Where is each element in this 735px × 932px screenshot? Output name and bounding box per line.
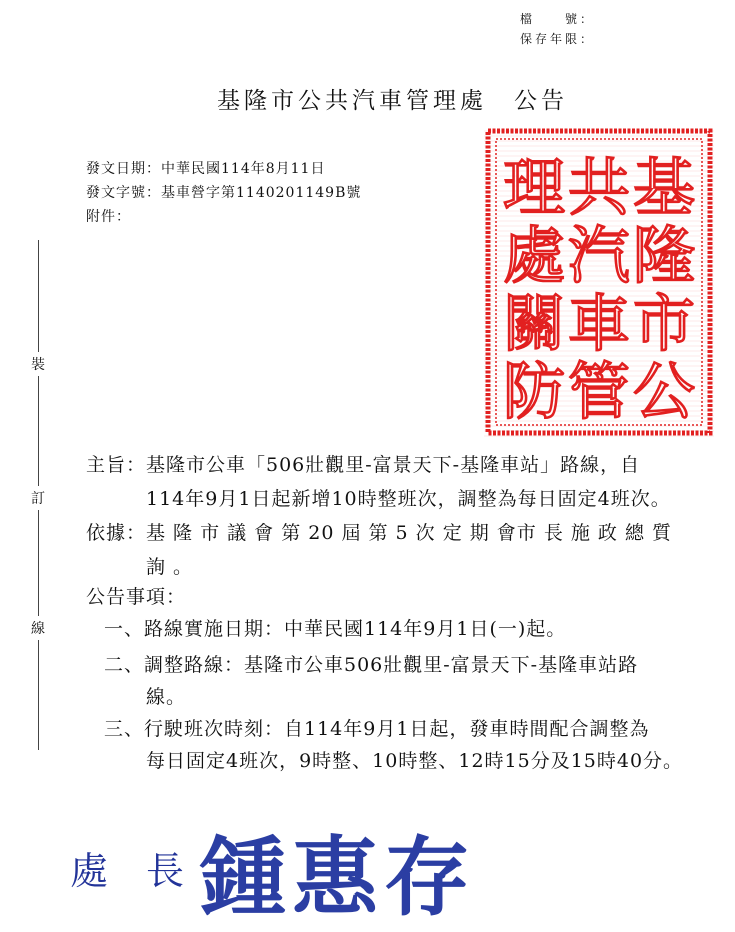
basis-line-2: 詢 。 (146, 556, 194, 578)
svg-text:管: 管 (567, 355, 631, 428)
svg-text:處: 處 (502, 219, 566, 292)
announcement-item-3-line-1: 三、行駛班次時刻：自114年9月1日起，發車時間配合調整為 (104, 718, 650, 740)
svg-text:關: 關 (502, 287, 566, 360)
svg-text:隆: 隆 (632, 219, 696, 292)
announcement-item-3-line-2: 每日固定4班次，9時整、10時整、12時15分及15時40分。 (146, 750, 684, 772)
svg-text:防: 防 (502, 355, 566, 428)
binding-char-xian: 線 (31, 616, 45, 640)
svg-text:基: 基 (632, 151, 696, 224)
file-number-label: 檔 號： (520, 12, 596, 26)
announcement-item-2-line-1: 二、調整路線：基隆市公車506壯觀里-富景天下-基隆車站路 (104, 654, 639, 676)
retention-period-label: 保存年限： (520, 32, 596, 46)
document-number: 發文字號：基車營字第1140201149B號 (86, 185, 362, 201)
svg-text:理: 理 (502, 151, 566, 224)
announcement-item-1: 一、路線實施日期：中華民國114年9月1日(一)起。 (104, 618, 567, 640)
subject-line-1: 主旨：基隆市公車「506壯觀里-富景天下-基隆車站」路線，自 (86, 454, 641, 476)
seal-graphic (484, 127, 714, 437)
svg-text:公: 公 (632, 355, 696, 428)
subject-line-2: 114年9月1日起新增10時整班次，調整為每日固定4班次。 (146, 488, 671, 510)
svg-text:市: 市 (632, 287, 696, 360)
svg-text:共: 共 (567, 151, 631, 224)
page-title: 基隆市公共汽車管理處 公告 (217, 88, 568, 114)
svg-text:車: 車 (567, 287, 631, 360)
binding-char-zhuang: 裝 (31, 352, 45, 376)
director-title: 處 長 (70, 849, 185, 893)
director-signature-name: 鍾惠存 (200, 827, 476, 928)
svg-text:汽: 汽 (567, 219, 631, 292)
issue-date: 發文日期：中華民國114年8月11日 (86, 161, 326, 177)
binding-char-ding: 訂 (31, 486, 45, 510)
basis-line-1: 依據：基 隆 市 議 會 第 20 屆 第 5 次 定 期 會市 長 施 政 總 質 (86, 522, 672, 544)
attachment-label: 附件： (86, 209, 131, 225)
announcement-items-title: 公告事項： (86, 586, 187, 608)
announcement-item-2-line-2: 線。 (146, 686, 187, 708)
director-signature-stamp (200, 808, 476, 932)
official-seal (484, 127, 714, 437)
